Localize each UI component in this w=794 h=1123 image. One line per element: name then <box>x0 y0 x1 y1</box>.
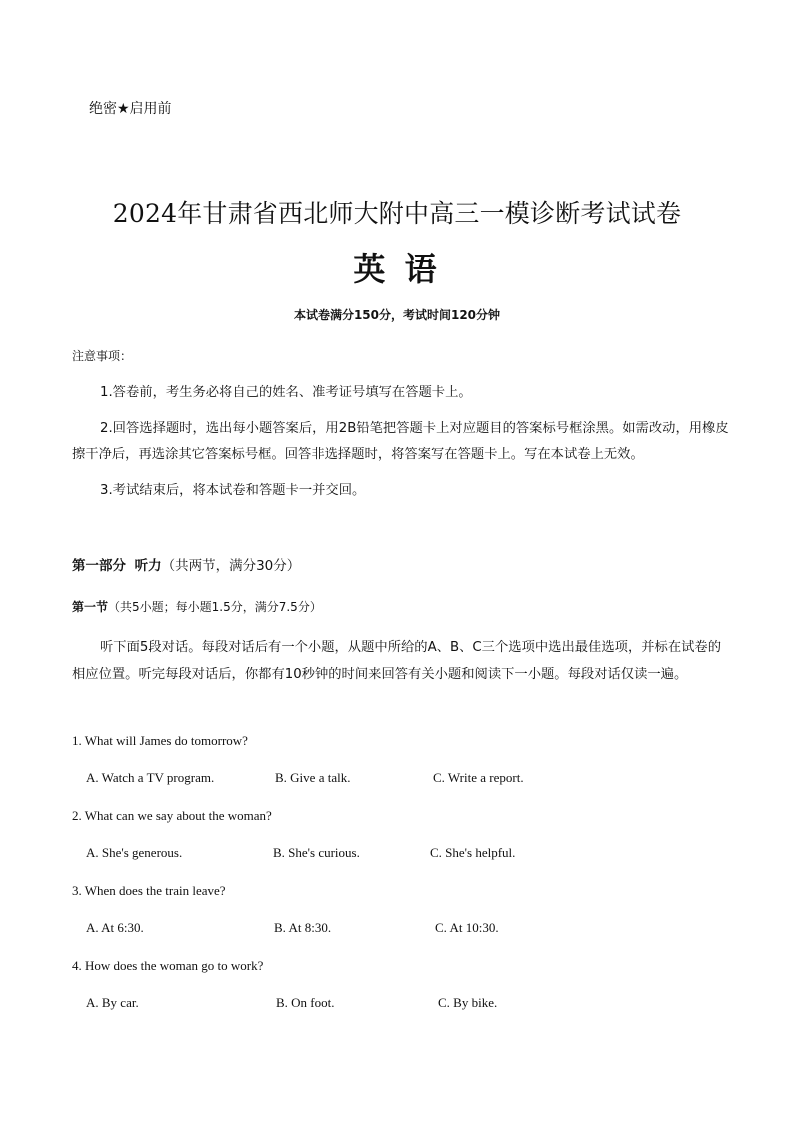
section-heading <box>72 598 322 615</box>
notice-item-2: 2.回答选择题时，选出每小题答案后，用2B铅笔把答题卡上对应题目的答案标号框涂黑。如需改动，用橡皮擦干净后，再选涂其它答案标号框。回答非选择题时，将答案写在答题卡上。写在本试卷上无效。 <box>72 421 729 462</box>
section-title: 第一节 <box>72 600 109 614</box>
notice-item-1: 1.答卷前，考生务必将自己的姓名、准考证号填写在答题卡上。 <box>100 385 472 400</box>
exam-title: 2024年甘肃省西北师大附中高三一模诊断考试试卷 <box>112 199 682 228</box>
question-stem-3: 3. When does the train leave? <box>72 883 226 898</box>
question-4-option-c: C. By bike. <box>438 995 498 1010</box>
question-stem-2: 2. What can we say about the woman? <box>72 808 272 823</box>
subject-title: 英 语 <box>353 250 441 288</box>
section-instructions: 听下面5段对话。每段对话后有一个小题，从题中所给的A、B、C三个选项中选出最佳选项，并标在试卷的相应位置。听完每段对话后，你都有10秒钟的时间来回答有关小题和阅读下一小题。每段对话仅读一遍。 <box>72 640 722 682</box>
part-title: 第一部分 <box>72 558 126 574</box>
notice-heading: 注意事项： <box>72 349 133 363</box>
question-4-option-b: B. On foot. <box>276 995 335 1010</box>
question-3-option-b: B. At 8:30. <box>274 920 332 935</box>
question-2-option-a: A. She's generous. <box>86 845 183 860</box>
question-3-option-c: C. At 10:30. <box>435 920 499 935</box>
question-1-option-c: C. Write a report. <box>433 770 524 785</box>
question-1-option-a: A. Watch a TV program. <box>86 770 215 785</box>
part-heading <box>72 554 300 574</box>
question-3-option-a: A. At 6:30. <box>86 920 144 935</box>
question-2-option-c: C. She's helpful. <box>430 845 516 860</box>
part-label: 听力 <box>134 558 162 574</box>
confidential-label: 绝密★启用前 <box>89 101 172 117</box>
notice-item-3: 3.考试结束后，将本试卷和答题卡一并交回。 <box>100 483 366 498</box>
question-stem-1: 1. What will James do tomorrow? <box>72 733 248 748</box>
section-note: （共5小题；每小题1.5分，满分7.5分） <box>108 600 322 614</box>
part-note: （共两节，满分30分） <box>161 558 301 574</box>
question-1-option-b: B. Give a talk. <box>275 770 351 785</box>
question-stem-4: 4. How does the woman go to work? <box>72 958 264 973</box>
exam-meta: 本试卷满分150分，考试时间120分钟 <box>293 308 501 322</box>
question-2-option-b: B. She's curious. <box>273 845 360 860</box>
question-4-option-a: A. By car. <box>86 995 139 1010</box>
